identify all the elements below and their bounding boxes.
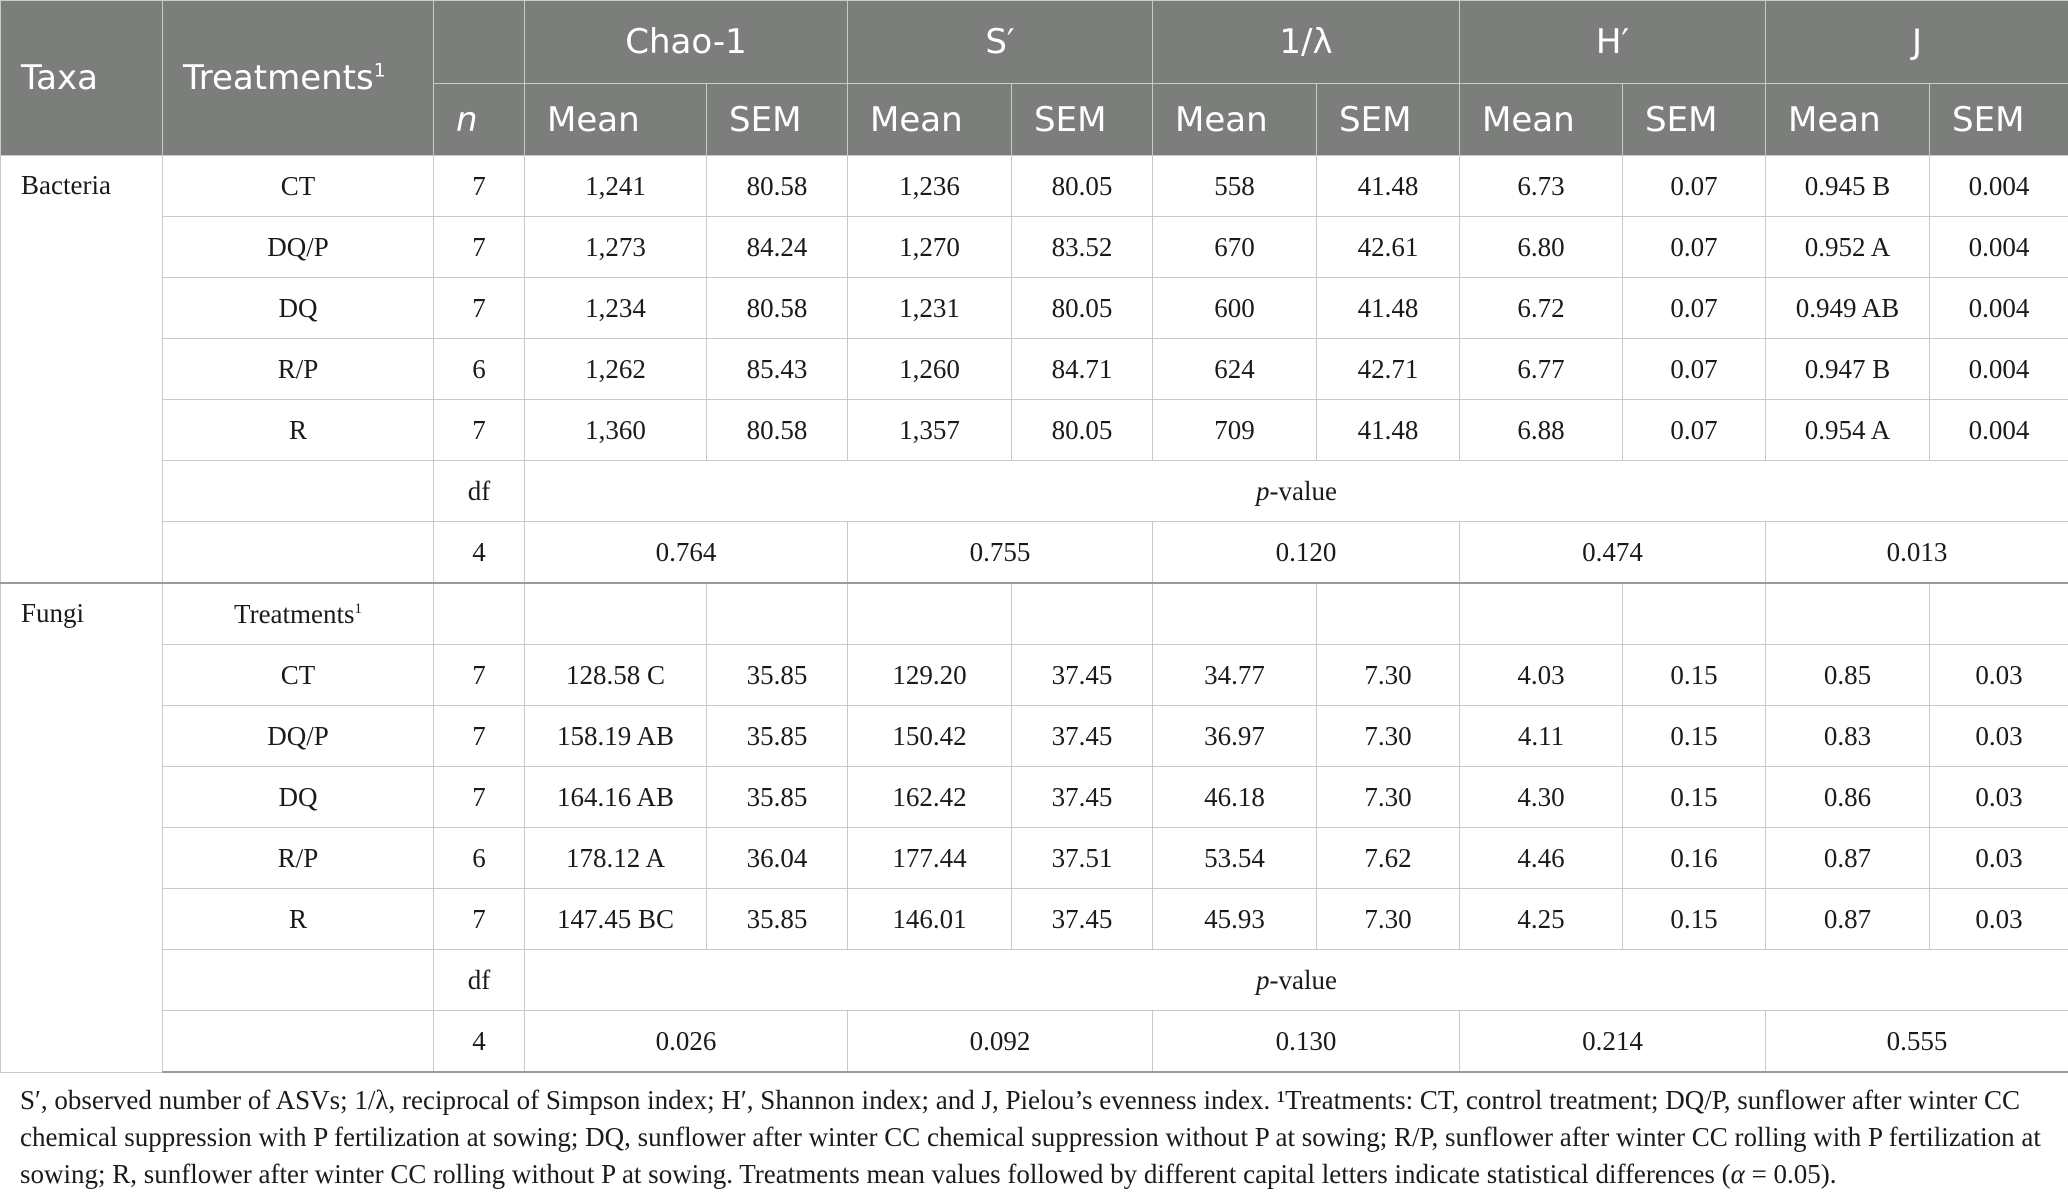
shannon-mean-cell: 4.11 [1460,706,1623,767]
shannon-mean-cell: 4.30 [1460,767,1623,828]
shannon-sem-cell: 0.15 [1623,706,1766,767]
inverse-simpson-sem-cell: 41.48 [1317,278,1460,339]
pielou-mean-cell: 0.945 B [1766,156,1930,217]
inverse-simpson-sem-cell: 7.30 [1317,706,1460,767]
pvalue-inverse-simpson: 0.120 [1153,522,1460,584]
table-row [1,522,2068,584]
richness-sem-cell: 80.05 [1012,156,1153,217]
header-sem: SEM [1012,84,1153,156]
shannon-sem-cell: 0.07 [1623,339,1766,400]
pielou-sem-cell: 0.004 [1930,339,2068,400]
n-cell: 7 [434,156,525,217]
empty-cell [1460,583,1623,645]
shannon-sem-cell: 0.07 [1623,217,1766,278]
treatment-cell: DQ/P [163,217,434,278]
pielou-sem-cell: 0.03 [1930,828,2068,889]
pvalue-label: p-value [525,950,2068,1011]
table-row [1,828,2068,889]
pielou-mean-cell: 0.83 [1766,706,1930,767]
pielou-mean-cell: 0.947 B [1766,339,1930,400]
table-row [1,645,2068,706]
pielou-sem-cell: 0.004 [1930,156,2068,217]
pielou-mean-cell: 0.86 [1766,767,1930,828]
n-cell: 7 [434,706,525,767]
header-mean: Mean [848,84,1012,156]
empty-cell [1012,583,1153,645]
shannon-mean-cell: 6.72 [1460,278,1623,339]
empty-cell [1153,583,1317,645]
chao-sem-cell: 80.58 [707,400,848,461]
treatment-cell: R [163,889,434,950]
chao-sem-cell: 35.85 [707,767,848,828]
richness-mean-cell: 129.20 [848,645,1012,706]
richness-sem-cell: 37.51 [1012,828,1153,889]
richness-mean-cell: 150.42 [848,706,1012,767]
richness-mean-cell: 1,357 [848,400,1012,461]
chao-sem-cell: 80.58 [707,278,848,339]
chao-sem-cell: 80.58 [707,156,848,217]
empty-cell [707,583,848,645]
pielou-mean-cell: 0.85 [1766,645,1930,706]
pvalue-shannon: 0.474 [1460,522,1766,584]
richness-mean-cell: 1,260 [848,339,1012,400]
pielou-mean-cell: 0.87 [1766,828,1930,889]
header-mean: Mean [525,84,707,156]
pielou-sem-cell: 0.03 [1930,645,2068,706]
inverse-simpson-mean-cell: 558 [1153,156,1317,217]
pvalue-inverse-simpson: 0.130 [1153,1011,1460,1073]
n-cell: 7 [434,889,525,950]
shannon-mean-cell: 4.46 [1460,828,1623,889]
pielou-mean-cell: 0.949 AB [1766,278,1930,339]
empty-cell [163,1011,434,1073]
pielou-sem-cell: 0.03 [1930,706,2068,767]
pielou-mean-cell: 0.954 A [1766,400,1930,461]
pvalue-pielou: 0.555 [1766,1011,2068,1073]
pielou-sem-cell: 0.03 [1930,767,2068,828]
empty-cell [1623,583,1766,645]
header-taxa: Taxa [1,1,163,156]
header-pielou: J [1766,1,2068,84]
table-row [1,400,2068,461]
chao-mean-cell: 1,273 [525,217,707,278]
pvalue-shannon: 0.214 [1460,1011,1766,1073]
pielou-mean-cell: 0.952 A [1766,217,1930,278]
chao-mean-cell: 147.45 BC [525,889,707,950]
shannon-sem-cell: 0.15 [1623,889,1766,950]
table-row [1,767,2068,828]
chao-sem-cell: 84.24 [707,217,848,278]
header-richness: S′ [848,1,1153,84]
table-row [1,461,2068,522]
shannon-sem-cell: 0.07 [1623,278,1766,339]
shannon-sem-cell: 0.15 [1623,645,1766,706]
richness-sem-cell: 80.05 [1012,278,1153,339]
table-header [1,1,2068,156]
inverse-simpson-sem-cell: 42.71 [1317,339,1460,400]
treatment-cell: DQ/P [163,706,434,767]
richness-sem-cell: 37.45 [1012,645,1153,706]
inverse-simpson-mean-cell: 34.77 [1153,645,1317,706]
pielou-sem-cell: 0.004 [1930,278,2068,339]
empty-cell [1766,583,1930,645]
shannon-sem-cell: 0.07 [1623,156,1766,217]
empty-cell [848,583,1012,645]
richness-mean-cell: 1,270 [848,217,1012,278]
pvalue-chao1: 0.764 [525,522,848,584]
shannon-mean-cell: 6.77 [1460,339,1623,400]
header-sem: SEM [1623,84,1766,156]
header-shannon: H′ [1460,1,1766,84]
header-blank [434,1,525,84]
chao-sem-cell: 35.85 [707,889,848,950]
inverse-simpson-sem-cell: 7.62 [1317,828,1460,889]
pielou-sem-cell: 0.004 [1930,400,2068,461]
df-label: df [434,950,525,1011]
richness-sem-cell: 37.45 [1012,767,1153,828]
inverse-simpson-sem-cell: 7.30 [1317,767,1460,828]
header-mean: Mean [1153,84,1317,156]
treatment-cell: DQ [163,278,434,339]
df-label: df [434,461,525,522]
richness-sem-cell: 80.05 [1012,400,1153,461]
shannon-mean-cell: 4.03 [1460,645,1623,706]
table-row [1,950,2068,1011]
inverse-simpson-sem-cell: 41.48 [1317,400,1460,461]
treatment-cell: R/P [163,339,434,400]
pvalue-label: p-value [525,461,2068,522]
pvalue-chao1: 0.026 [525,1011,848,1073]
table-footnote: S′, observed number of ASVs; 1/λ, reciprocal of Simpson index; H′, Shannon index; and J, Pielou’s evenness index. ¹Treatments: CT, control treatment; DQ/P, sunflower after winter CC chemical suppression with P fertilization at sowing; DQ, sunflower after winter CC chemical suppression without P at sowing; R/P, sunflower after winter CC rolling with P fertilization at sowing; R, sunflower after winter CC rolling without P at sowing. Treatments mean values followed by different capital letters indicate statistical differences (α = 0.05). [20,1085,2041,1189]
treatments-subheader: Treatments$^1$ [163,583,434,645]
inverse-simpson-mean-cell: 53.54 [1153,828,1317,889]
richness-sem-cell: 83.52 [1012,217,1153,278]
pvalue-pielou: 0.013 [1766,522,2068,584]
chao-mean-cell: 128.58 C [525,645,707,706]
chao-sem-cell: 36.04 [707,828,848,889]
shannon-sem-cell: 0.07 [1623,400,1766,461]
inverse-simpson-mean-cell: 600 [1153,278,1317,339]
chao-mean-cell: 178.12 A [525,828,707,889]
inverse-simpson-mean-cell: 36.97 [1153,706,1317,767]
chao-sem-cell: 35.85 [707,706,848,767]
richness-mean-cell: 146.01 [848,889,1012,950]
chao-mean-cell: 1,262 [525,339,707,400]
chao-sem-cell: 85.43 [707,339,848,400]
pvalue-richness: 0.755 [848,522,1153,584]
table-row [1,278,2068,339]
chao-mean-cell: 1,241 [525,156,707,217]
chao-sem-cell: 35.85 [707,645,848,706]
header-inverse-simpson: 1/λ [1153,1,1460,84]
empty-cell [163,522,434,584]
inverse-simpson-sem-cell: 41.48 [1317,156,1460,217]
shannon-mean-cell: 6.73 [1460,156,1623,217]
treatment-cell: CT [163,645,434,706]
empty-cell [1317,583,1460,645]
shannon-mean-cell: 4.25 [1460,889,1623,950]
header-mean: Mean [1460,84,1623,156]
header-chao1: Chao-1 [525,1,848,84]
pielou-mean-cell: 0.87 [1766,889,1930,950]
empty-cell [1930,583,2068,645]
header-sem: SEM [1930,84,2068,156]
empty-cell [163,461,434,522]
pvalue-richness: 0.092 [848,1011,1153,1073]
n-cell: 7 [434,400,525,461]
empty-cell [163,950,434,1011]
treatment-cell: CT [163,156,434,217]
table-row [1,156,2068,217]
shannon-sem-cell: 0.15 [1623,767,1766,828]
table-row [1,1011,2068,1073]
header-mean: Mean [1766,84,1930,156]
richness-mean-cell: 162.42 [848,767,1012,828]
inverse-simpson-sem-cell: 42.61 [1317,217,1460,278]
header-n: n [434,84,525,156]
chao-mean-cell: 164.16 AB [525,767,707,828]
chao-mean-cell: 158.19 AB [525,706,707,767]
inverse-simpson-mean-cell: 670 [1153,217,1317,278]
empty-cell [434,583,525,645]
shannon-mean-cell: 6.80 [1460,217,1623,278]
table-row [1,706,2068,767]
n-cell: 7 [434,645,525,706]
header-sem: SEM [707,84,848,156]
n-cell: 7 [434,278,525,339]
inverse-simpson-mean-cell: 624 [1153,339,1317,400]
table-row [1,583,2068,645]
treatment-cell: DQ [163,767,434,828]
inverse-simpson-sem-cell: 7.30 [1317,645,1460,706]
n-cell: 7 [434,217,525,278]
table-row [1,339,2068,400]
inverse-simpson-mean-cell: 45.93 [1153,889,1317,950]
table-body [1,156,2068,1073]
n-cell: 6 [434,339,525,400]
taxa-label-fungi: Fungi [1,583,163,1072]
df-value: 4 [434,1011,525,1073]
taxa-label-bacteria: Bacteria [1,156,163,584]
chao-mean-cell: 1,234 [525,278,707,339]
richness-mean-cell: 177.44 [848,828,1012,889]
inverse-simpson-mean-cell: 709 [1153,400,1317,461]
richness-mean-cell: 1,236 [848,156,1012,217]
inverse-simpson-sem-cell: 7.30 [1317,889,1460,950]
treatment-cell: R [163,400,434,461]
chao-mean-cell: 1,360 [525,400,707,461]
shannon-sem-cell: 0.16 [1623,828,1766,889]
inverse-simpson-mean-cell: 46.18 [1153,767,1317,828]
pielou-sem-cell: 0.03 [1930,889,2068,950]
df-value: 4 [434,522,525,584]
richness-sem-cell: 84.71 [1012,339,1153,400]
header-sem: SEM [1317,84,1460,156]
n-cell: 7 [434,767,525,828]
treatment-cell: R/P [163,828,434,889]
richness-mean-cell: 1,231 [848,278,1012,339]
pielou-sem-cell: 0.004 [1930,217,2068,278]
shannon-mean-cell: 6.88 [1460,400,1623,461]
header-treatments: Treatments$^1$ [163,1,434,156]
n-cell: 6 [434,828,525,889]
richness-sem-cell: 37.45 [1012,706,1153,767]
richness-sem-cell: 37.45 [1012,889,1153,950]
empty-cell [525,583,707,645]
table-row [1,217,2068,278]
table-row [1,889,2068,950]
